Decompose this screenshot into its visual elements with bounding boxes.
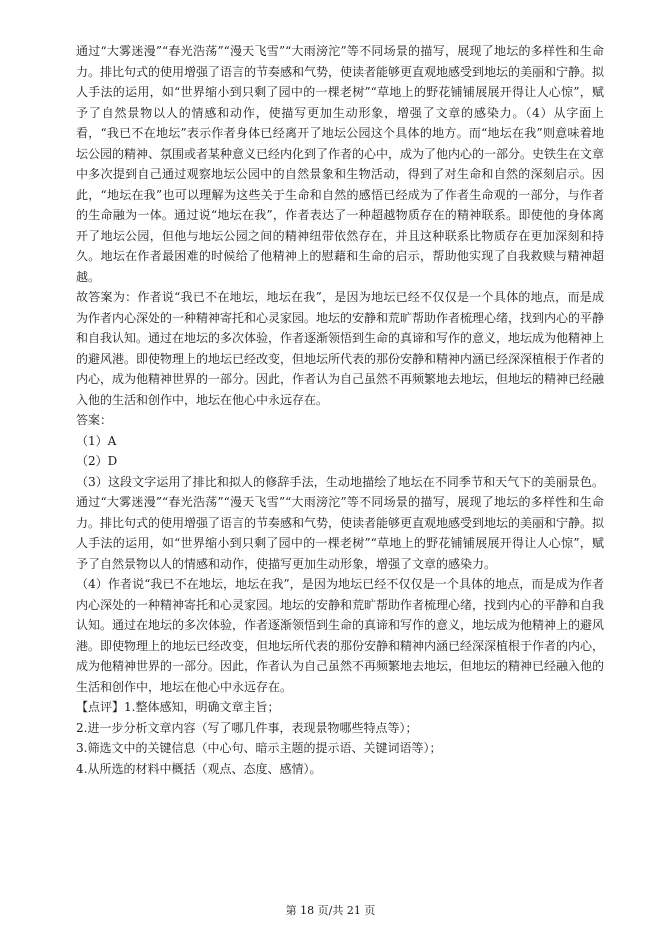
analysis-paragraph: 通过“大雾迷漫”“春光浩荡”“漫天飞雪”“大雨滂沱”等不同场景的描写，展现了地坛的多样性和生命力。排比句式的使用增强了语言的节奏感和气势，使读者能够更直观地感受到地坛的美丽和宁静。拟人手法的运用，如“世界缩小到只剩了园中的一棵老树”“草地上的野花铺铺展展开得让人心惊”，赋予了自然景物以人的情感和动作，使描写更加生动形象，增强了文章的感染力。（4）从字面上看，“我已不在地坛”表示作者身体已经离开了地坛公园这个具体的地方。而“地坛在我”则意味着地坛公园的精神、氛围或者某种意义已经内化到了作者的心中，成为了他内心的一部分。史铁生在文章中多次提到自己通过观察地坛公园中的自然景象和生物活动，得到了对生命和自然的深刻启示。因此，“地坛在我”也可以理解为这些关于生命和自然的感悟已经成为了作者生命观的一部分，与作者的生命融为一体。通过说“地坛在我”，作者表达了一种超越物质存在的精神联系。即使他的身体离开了地坛公园，但他与地坛公园之间的精神纽带依然存在，并且这种联系比物质存在更加深刻和持久。地坛在作者最困难的时候给了他精神上的慰藉和生命的启示，帮助他实现了自我救赎与精神超越。 [76, 44, 605, 284]
comment-2: 2.进一步分析文章内容（写了哪几件事，表现景物哪些特点等）； [76, 720, 418, 735]
answer-2: （2）D [76, 454, 118, 468]
answer-1: （1）A [76, 433, 117, 448]
answer-3: （3）这段文字运用了排比和拟人的修辞手法，生动地描绘了地坛在不同季节和天气下的美丽景色。通过“大雾迷漫”“春光浩荡”“漫天飞雪”“大雨滂沱”等不同场景的描写，展现了地坛的多样性和生命力。排比句式的使用增强了语言的节奏感和气势，使读者能够更直观地感受到地坛的美丽和宁静。拟人手法的运用，如“世界缩小到只剩了园中的一棵老树”“草地上的野花铺铺展展开得让人心惊”，赋予了自然景物以人的情感和动作，使描写更加生动形象，增强了文章的感染力。 [76, 474, 605, 571]
document-body [76, 41, 604, 779]
answer-label: 答案： [76, 413, 113, 427]
page-number: 第 18 页/共 21 页 [285, 904, 376, 917]
comment-3: 3.筛选文中的关键信息（中心句、暗示主题的提示语、关键词语等）； [76, 741, 442, 755]
comment-4: 4.从所选的材料中概括（观点、态度、感情）。 [76, 761, 322, 776]
answer-4: （4）作者说“我已不在地坛，地坛在我”，是因为地坛已经不仅仅是一个具体的地点，而是成为作者内心深处的一种精神寄托和心灵家园。地坛的安静和荒旷帮助作者梳理心绪，找到内心的平静和自我认知。通过在地坛的多次体验，作者逐渐领悟到生命的真谛和写作的意义，地坛成为他精神上的避风港。即使物理上的地坛已经改变，但地坛所代表的那份安静和精神内涵已经深深植根于作者的内心，成为他精神世界的一部分。因此，作者认为自己虽然不再频繁地去地坛，但地坛的精神已经融入他的生活和创作中，地坛在他心中永远存在。 [76, 577, 605, 694]
comment-1: 【点评】1.整体感知，明确文章主旨； [76, 700, 280, 714]
conclusion-paragraph: 故答案为：作者说“我已不在地坛，地坛在我”，是因为地坛已经不仅仅是一个具体的地点，而是成为作者内心深处的一种精神寄托和心灵家园。地坛的安静和荒旷帮助作者梳理心绪，找到内心的平静和自我认知。通过在地坛的多次体验，作者逐渐领悟到生命的真谛和写作的意义，地坛成为他精神上的避风港。即使物理上的地坛已经改变，但地坛所代表的那份安静和精神内涵已经深深植根于作者的内心，成为他精神世界的一部分。因此，作者认为自己虽然不再频繁地去地坛，但地坛的精神已经融入他的生活和创作中，地坛在他心中永远存在。 [76, 290, 605, 407]
